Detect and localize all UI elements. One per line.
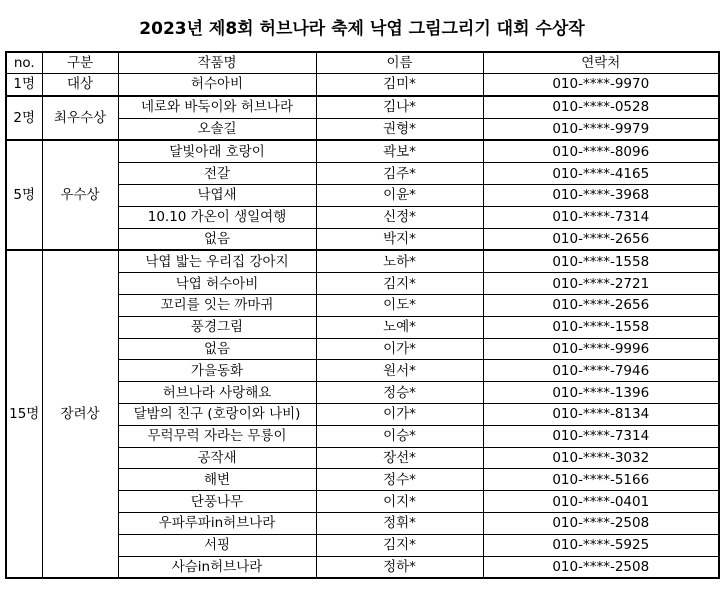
- contact-cell: 010-****-2508: [483, 512, 719, 534]
- header-name: 이름: [316, 52, 483, 74]
- name-cell: 김지*: [316, 273, 483, 295]
- work-cell: 달빛아래 호랑이: [118, 140, 316, 162]
- name-cell: 정수*: [316, 469, 483, 491]
- contact-cell: 010-****-7314: [483, 206, 719, 228]
- header-work: 작품명: [118, 52, 316, 74]
- contact-cell: 010-****-0528: [483, 96, 719, 118]
- work-cell: 사슴in허브나라: [118, 556, 316, 578]
- work-cell: 낙엽 밟는 우리집 강아지: [118, 250, 316, 272]
- work-cell: 허수아비: [118, 74, 316, 96]
- table-header-row: [6, 52, 719, 74]
- awards-table: [5, 51, 720, 579]
- work-cell: 네로와 바둑이와 허브나라: [118, 96, 316, 118]
- group-count-cell: 5명: [6, 140, 42, 250]
- name-cell: 이지*: [316, 491, 483, 513]
- document-title: 2023년 제8회 허브나라 축제 낙엽 그림그리기 대회 수상작: [139, 19, 585, 39]
- group-count-cell: 1명: [6, 74, 42, 96]
- name-cell: 이윤*: [316, 184, 483, 206]
- work-cell: 공작새: [118, 447, 316, 469]
- work-cell: 전갈: [118, 163, 316, 185]
- work-cell: 우파루파in허브나라: [118, 512, 316, 534]
- name-cell: 권형*: [316, 118, 483, 140]
- contact-cell: 010-****-0401: [483, 491, 719, 513]
- work-cell: 꼬리를 잇는 까마귀: [118, 294, 316, 316]
- contact-cell: 010-****-3968: [483, 184, 719, 206]
- header-no: no.: [6, 52, 42, 74]
- name-cell: 이가*: [316, 403, 483, 425]
- table-row: [6, 96, 719, 118]
- contact-cell: 010-****-1558: [483, 316, 719, 338]
- table-row: [6, 74, 719, 96]
- work-cell: 단풍나무: [118, 491, 316, 513]
- name-cell: 노하*: [316, 250, 483, 272]
- contact-cell: 010-****-8134: [483, 403, 719, 425]
- contact-cell: 010-****-9996: [483, 338, 719, 360]
- work-cell: 없음: [118, 338, 316, 360]
- name-cell: 장선*: [316, 447, 483, 469]
- group-category-cell: 장려상: [42, 250, 118, 578]
- group-count-cell: 15명: [6, 250, 42, 578]
- work-cell: 10.10 가온이 생일여행: [118, 206, 316, 228]
- name-cell: 신정*: [316, 206, 483, 228]
- table-row: [6, 140, 719, 162]
- name-cell: 노예*: [316, 316, 483, 338]
- work-cell: 해변: [118, 469, 316, 491]
- work-cell: 허브나라 사랑해요: [118, 382, 316, 404]
- name-cell: 김지*: [316, 534, 483, 556]
- work-cell: 풍경그림: [118, 316, 316, 338]
- work-cell: 낙엽새: [118, 184, 316, 206]
- contact-cell: 010-****-2721: [483, 273, 719, 295]
- contact-cell: 010-****-1558: [483, 250, 719, 272]
- work-cell: 오솔길: [118, 118, 316, 140]
- work-cell: 달밤의 친구 (호랑이와 나비): [118, 403, 316, 425]
- group-category-cell: 우수상: [42, 140, 118, 250]
- group-category-cell: 최우수상: [42, 96, 118, 141]
- contact-cell: 010-****-2656: [483, 294, 719, 316]
- name-cell: 정휘*: [316, 512, 483, 534]
- contact-cell: 010-****-2508: [483, 556, 719, 578]
- work-cell: 없음: [118, 228, 316, 250]
- name-cell: 이승*: [316, 425, 483, 447]
- name-cell: 박지*: [316, 228, 483, 250]
- contact-cell: 010-****-5166: [483, 469, 719, 491]
- work-cell: 낙엽 허수아비: [118, 273, 316, 295]
- contact-cell: 010-****-4165: [483, 163, 719, 185]
- contact-cell: 010-****-9979: [483, 118, 719, 140]
- contact-cell: 010-****-9970: [483, 74, 719, 96]
- work-cell: 서핑: [118, 534, 316, 556]
- name-cell: 김나*: [316, 96, 483, 118]
- header-category: 구분: [42, 52, 118, 74]
- work-cell: 무럭무럭 자라는 무룡이: [118, 425, 316, 447]
- name-cell: 원서*: [316, 360, 483, 382]
- contact-cell: 010-****-5925: [483, 534, 719, 556]
- name-cell: 정하*: [316, 556, 483, 578]
- work-cell: 가을동화: [118, 360, 316, 382]
- contact-cell: 010-****-8096: [483, 140, 719, 162]
- table-body: [6, 74, 719, 579]
- name-cell: 김주*: [316, 163, 483, 185]
- contact-cell: 010-****-1396: [483, 382, 719, 404]
- name-cell: 곽보*: [316, 140, 483, 162]
- contact-cell: 010-****-3032: [483, 447, 719, 469]
- header-contact: 연락처: [483, 52, 719, 74]
- name-cell: 이도*: [316, 294, 483, 316]
- contact-cell: 010-****-7946: [483, 360, 719, 382]
- group-count-cell: 2명: [6, 96, 42, 141]
- name-cell: 김미*: [316, 74, 483, 96]
- contact-cell: 010-****-7314: [483, 425, 719, 447]
- contact-cell: 010-****-2656: [483, 228, 719, 250]
- group-category-cell: 대상: [42, 74, 118, 96]
- name-cell: 정승*: [316, 382, 483, 404]
- name-cell: 이가*: [316, 338, 483, 360]
- table-row: [6, 250, 719, 272]
